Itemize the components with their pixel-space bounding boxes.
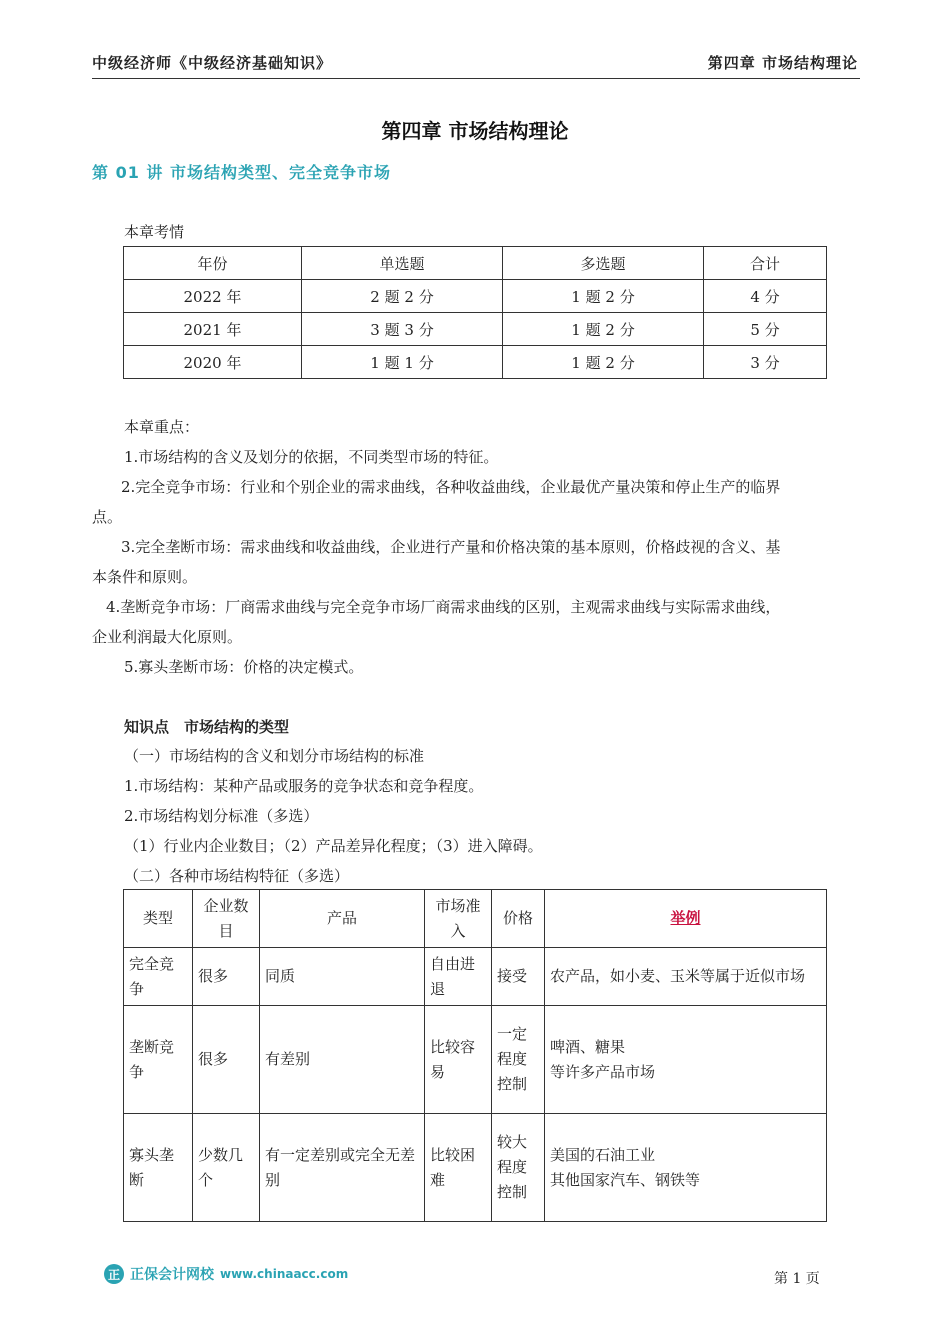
table-cell: 1 题 2 分	[503, 346, 704, 379]
header-cell: 市场准入	[425, 890, 492, 948]
table-row	[124, 280, 827, 313]
table-cell: 寡头垄断	[124, 1114, 193, 1222]
knowledge-line: 1.市场结构：某种产品或服务的竞争状态和竞争程度。	[124, 777, 484, 795]
table-cell: 2020 年	[124, 346, 302, 379]
key-points-title: 本章重点：	[124, 418, 200, 436]
table-cell: 2021 年	[124, 313, 302, 346]
key-point-1: 1.市场结构的含义及划分的依据，不同类型市场的特征。	[124, 448, 499, 466]
key-point-3: 3.完全垄断市场：需求曲线和收益曲线，企业进行产量和价格决策的基本原则，价格歧视的含义、基	[121, 538, 781, 556]
key-point-2-cont: 点。	[92, 508, 123, 526]
table-cell: 1 题 2 分	[503, 313, 704, 346]
header-cell: 年份	[124, 247, 302, 280]
table-cell: 比较容易	[425, 1006, 492, 1114]
page-title: 第四章 市场结构理论	[381, 119, 569, 143]
exam-caption: 本章考情	[124, 223, 185, 241]
table-cell: 5 分	[704, 313, 827, 346]
header-cell	[545, 890, 827, 948]
knowledge-line: 2.市场结构划分标准（多选）	[124, 807, 319, 825]
table-row	[124, 1114, 827, 1222]
header-cell: 类型	[124, 890, 193, 948]
table-cell: 1 题 2 分	[503, 280, 704, 313]
header-cell: 合计	[704, 247, 827, 280]
table-cell: 完全竞争	[124, 948, 193, 1006]
header-cell: 企业数目	[193, 890, 260, 948]
table-cell: 2 题 2 分	[302, 280, 503, 313]
table-row	[124, 948, 827, 1006]
header-divider	[92, 78, 860, 79]
lecture-title: 第 01 讲 市场结构类型、完全竞争市场	[92, 163, 391, 182]
key-point-4: 4.垄断竞争市场：厂商需求曲线与完全竞争市场厂商需求曲线的区别，主观需求曲线与实际需求曲线，	[106, 598, 781, 616]
knowledge-heading: 知识点 市场结构的类型	[124, 718, 290, 736]
example-header: 举例	[670, 909, 701, 927]
header-cell: 价格	[492, 890, 545, 948]
table-row	[124, 346, 827, 379]
table-cell: 同质	[260, 948, 425, 1006]
knowledge-line: （二）各种市场结构特征（多选）	[124, 867, 350, 885]
key-point-4-cont: 企业利润最大化原则。	[92, 628, 243, 646]
table-cell: 很多	[193, 1006, 260, 1114]
header-left: 中级经济师《中级经济基础知识》	[92, 54, 333, 72]
table-cell: 垄断竞争	[124, 1006, 193, 1114]
header-cell: 单选题	[302, 247, 503, 280]
table-row	[124, 1006, 827, 1114]
logo-url: www.chinaacc.com	[220, 1267, 349, 1281]
key-point-3-cont: 本条件和原则。	[92, 568, 198, 586]
table-cell: 自由进退	[425, 948, 492, 1006]
table-cell: 较大程度控制	[492, 1114, 545, 1222]
page-number: 第 1 页	[774, 1271, 820, 1287]
table-cell: 3 题 3 分	[302, 313, 503, 346]
table-cell: 很多	[193, 948, 260, 1006]
table-cell: 4 分	[704, 280, 827, 313]
table-cell: 1 题 1 分	[302, 346, 503, 379]
exam-table-header	[124, 247, 827, 280]
key-point-5: 5.寡头垄断市场：价格的决定模式。	[124, 658, 364, 676]
table-cell: 接受	[492, 948, 545, 1006]
table-cell: 有差别	[260, 1006, 425, 1114]
table-row	[124, 313, 827, 346]
table-cell: 3 分	[704, 346, 827, 379]
header-cell: 产品	[260, 890, 425, 948]
header-cell: 多选题	[503, 247, 704, 280]
table-cell: 比较困难	[425, 1114, 492, 1222]
table-cell: 啤酒、糖果 等许多产品市场	[545, 1006, 827, 1114]
knowledge-line: （1）行业内企业数目；（2）产品差异化程度；（3）进入障碍。	[124, 837, 543, 855]
exam-table	[123, 246, 827, 379]
market-table-header	[124, 890, 827, 948]
table-cell: 少数几个	[193, 1114, 260, 1222]
logo-icon: 正	[104, 1264, 124, 1284]
key-point-2: 2.完全竞争市场：行业和个别企业的需求曲线，各种收益曲线，企业最优产量决策和停止生产的临界	[121, 478, 781, 496]
logo-text: 正保会计网校	[130, 1267, 214, 1283]
header-right: 第四章 市场结构理论	[707, 54, 858, 72]
knowledge-line: （一）市场结构的含义和划分市场结构的标准	[124, 747, 425, 765]
table-cell: 美国的石油工业 其他国家汽车、钢铁等	[545, 1114, 827, 1222]
table-cell: 有一定差别或完全无差别	[260, 1114, 425, 1222]
market-structure-table	[123, 889, 827, 1222]
table-cell: 农产品，如小麦、玉米等属于近似市场	[545, 948, 827, 1006]
footer-logo[interactable]	[104, 1262, 348, 1286]
table-cell: 一定程度控制	[492, 1006, 545, 1114]
table-cell: 2022 年	[124, 280, 302, 313]
